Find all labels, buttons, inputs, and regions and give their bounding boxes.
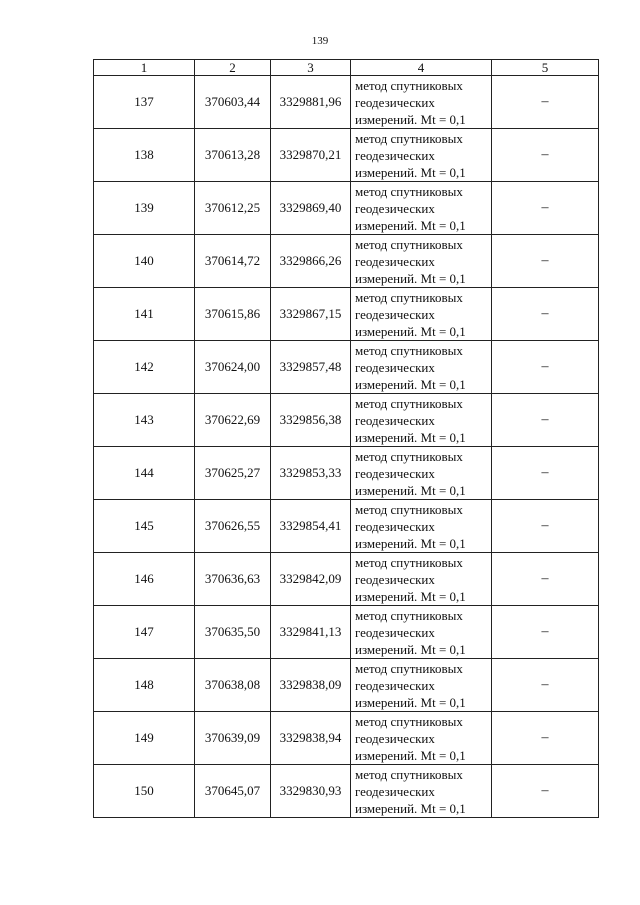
method-line: метод спутниковых <box>355 501 463 517</box>
method-line: измерений. Mt = 0,1 <box>355 747 466 763</box>
method-line: геодезических <box>355 730 435 746</box>
point-number-cell: 146 <box>94 553 195 606</box>
table-row <box>94 500 599 553</box>
method-line: измерений. Mt = 0,1 <box>355 429 466 445</box>
coordinate-y-cell: 3329838,94 <box>271 712 351 765</box>
method-cell <box>351 553 492 606</box>
point-number-cell: 148 <box>94 659 195 712</box>
point-number-cell: 147 <box>94 606 195 659</box>
note-cell: – <box>492 394 599 447</box>
coordinate-y-cell: 3329830,93 <box>271 765 351 818</box>
note-cell: – <box>492 129 599 182</box>
coordinate-y-cell: 3329841,13 <box>271 606 351 659</box>
method-line: измерений. Mt = 0,1 <box>355 800 466 816</box>
coordinate-x-cell: 370626,55 <box>195 500 271 553</box>
note-cell: – <box>492 76 599 129</box>
method-line: измерений. Mt = 0,1 <box>355 376 466 392</box>
table-row <box>94 76 599 129</box>
method-cell <box>351 341 492 394</box>
method-cell <box>351 235 492 288</box>
coordinate-x-cell: 370615,86 <box>195 288 271 341</box>
coordinate-x-cell: 370612,25 <box>195 182 271 235</box>
point-number-cell: 145 <box>94 500 195 553</box>
method-line: геодезических <box>355 359 435 375</box>
coordinate-y-cell: 3329867,15 <box>271 288 351 341</box>
method-line: метод спутниковых <box>355 607 463 623</box>
point-number-cell: 140 <box>94 235 195 288</box>
table-row <box>94 447 599 500</box>
coordinate-y-cell: 3329856,38 <box>271 394 351 447</box>
method-line: измерений. Mt = 0,1 <box>355 217 466 233</box>
coordinate-x-cell: 370639,09 <box>195 712 271 765</box>
coordinate-x-cell: 370625,27 <box>195 447 271 500</box>
note-cell: – <box>492 659 599 712</box>
table-row <box>94 182 599 235</box>
point-number-cell: 143 <box>94 394 195 447</box>
method-line: измерений. Mt = 0,1 <box>355 588 466 604</box>
note-cell: – <box>492 553 599 606</box>
header-col-1: 1 <box>94 60 195 76</box>
note-cell: – <box>492 447 599 500</box>
table-row <box>94 765 599 818</box>
method-cell <box>351 500 492 553</box>
method-line: геодезических <box>355 306 435 322</box>
note-cell: – <box>492 341 599 394</box>
method-line: метод спутниковых <box>355 766 463 782</box>
table-row <box>94 394 599 447</box>
method-line: измерений. Mt = 0,1 <box>355 694 466 710</box>
header-col-3: 3 <box>271 60 351 76</box>
point-number-cell: 141 <box>94 288 195 341</box>
method-line: метод спутниковых <box>355 236 463 252</box>
method-cell <box>351 76 492 129</box>
method-cell <box>351 606 492 659</box>
point-number-cell: 138 <box>94 129 195 182</box>
method-line: измерений. Mt = 0,1 <box>355 270 466 286</box>
method-line: геодезических <box>355 465 435 481</box>
method-line: геодезических <box>355 677 435 693</box>
method-line: измерений. Mt = 0,1 <box>355 641 466 657</box>
coordinate-y-cell: 3329853,33 <box>271 447 351 500</box>
coordinate-x-cell: 370645,07 <box>195 765 271 818</box>
header-col-4: 4 <box>351 60 492 76</box>
note-cell: – <box>492 182 599 235</box>
point-number-cell: 137 <box>94 76 195 129</box>
table-header-row <box>94 60 599 76</box>
coordinate-x-cell: 370635,50 <box>195 606 271 659</box>
header-col-2: 2 <box>195 60 271 76</box>
point-number-cell: 142 <box>94 341 195 394</box>
coordinate-x-cell: 370636,63 <box>195 553 271 606</box>
coordinate-y-cell: 3329869,40 <box>271 182 351 235</box>
method-line: метод спутниковых <box>355 77 463 93</box>
method-line: геодезических <box>355 147 435 163</box>
point-number-cell: 139 <box>94 182 195 235</box>
coordinate-y-cell: 3329842,09 <box>271 553 351 606</box>
method-line: геодезических <box>355 518 435 534</box>
method-cell <box>351 659 492 712</box>
coordinate-x-cell: 370603,44 <box>195 76 271 129</box>
table-row <box>94 235 599 288</box>
coordinates-table <box>93 59 599 818</box>
method-line: измерений. Mt = 0,1 <box>355 164 466 180</box>
coordinate-y-cell: 3329870,21 <box>271 129 351 182</box>
coordinate-x-cell: 370613,28 <box>195 129 271 182</box>
method-line: геодезических <box>355 571 435 587</box>
table-row <box>94 288 599 341</box>
coordinate-y-cell: 3329881,96 <box>271 76 351 129</box>
page-number: 139 <box>311 35 329 47</box>
point-number-cell: 150 <box>94 765 195 818</box>
table-body <box>94 76 599 818</box>
method-line: метод спутниковых <box>355 713 463 729</box>
table-row <box>94 659 599 712</box>
method-line: метод спутниковых <box>355 660 463 676</box>
method-line: метод спутниковых <box>355 395 463 411</box>
method-line: метод спутниковых <box>355 448 463 464</box>
point-number-cell: 144 <box>94 447 195 500</box>
note-cell: – <box>492 235 599 288</box>
method-line: геодезических <box>355 200 435 216</box>
method-line: измерений. Mt = 0,1 <box>355 482 466 498</box>
coordinate-y-cell: 3329854,41 <box>271 500 351 553</box>
method-cell <box>351 288 492 341</box>
method-cell <box>351 129 492 182</box>
header-col-5: 5 <box>492 60 599 76</box>
method-line: измерений. Mt = 0,1 <box>355 111 466 127</box>
table-row <box>94 341 599 394</box>
coordinate-y-cell: 3329866,26 <box>271 235 351 288</box>
method-line: метод спутниковых <box>355 130 463 146</box>
note-cell: – <box>492 765 599 818</box>
method-line: измерений. Mt = 0,1 <box>355 535 466 551</box>
method-line: метод спутниковых <box>355 183 463 199</box>
method-cell <box>351 447 492 500</box>
method-line: геодезических <box>355 94 435 110</box>
method-line: метод спутниковых <box>355 554 463 570</box>
method-line: геодезических <box>355 412 435 428</box>
note-cell: – <box>492 500 599 553</box>
table-row <box>94 606 599 659</box>
coordinate-x-cell: 370622,69 <box>195 394 271 447</box>
note-cell: – <box>492 606 599 659</box>
method-line: геодезических <box>355 624 435 640</box>
table-row <box>94 553 599 606</box>
method-line: геодезических <box>355 783 435 799</box>
table-row <box>94 712 599 765</box>
method-line: метод спутниковых <box>355 289 463 305</box>
coordinate-y-cell: 3329857,48 <box>271 341 351 394</box>
method-cell <box>351 394 492 447</box>
method-cell <box>351 182 492 235</box>
coordinate-y-cell: 3329838,09 <box>271 659 351 712</box>
coordinate-x-cell: 370638,08 <box>195 659 271 712</box>
note-cell: – <box>492 712 599 765</box>
coordinate-x-cell: 370614,72 <box>195 235 271 288</box>
table-row <box>94 129 599 182</box>
note-cell: – <box>492 288 599 341</box>
method-line: метод спутниковых <box>355 342 463 358</box>
method-line: геодезических <box>355 253 435 269</box>
method-cell <box>351 712 492 765</box>
method-cell <box>351 765 492 818</box>
point-number-cell: 149 <box>94 712 195 765</box>
method-line: измерений. Mt = 0,1 <box>355 323 466 339</box>
coordinate-x-cell: 370624,00 <box>195 341 271 394</box>
